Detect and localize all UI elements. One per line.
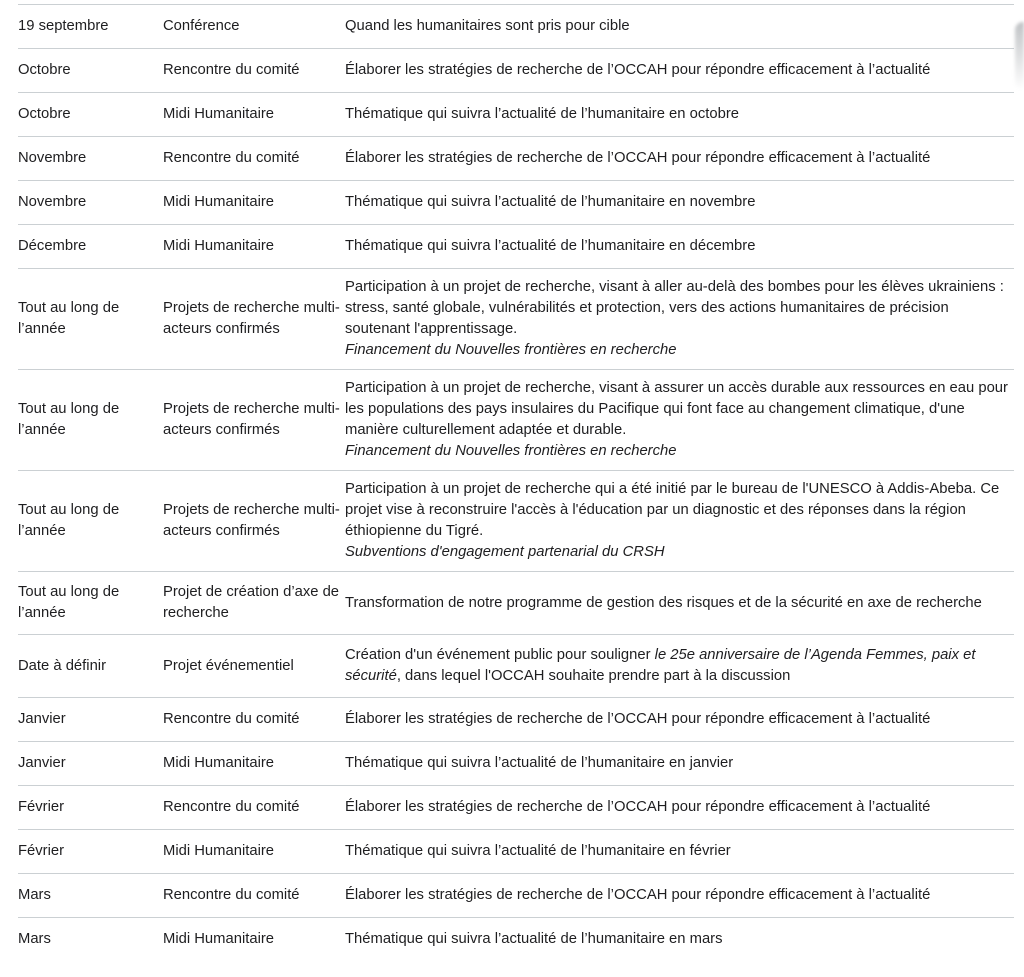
description-paragraph: Quand les humanitaires sont pris pour cible — [345, 18, 630, 34]
event-type-cell: Rencontre du comité — [163, 150, 300, 166]
table-row — [18, 830, 1014, 874]
table-row — [18, 137, 1014, 181]
description-paragraph: Élaborer les stratégies de recherche de l’OCCAH pour répondre efficacement à l’actualité — [345, 62, 931, 78]
date-cell: Mars — [18, 931, 51, 947]
event-type-cell: Projets de recherche multi-acteurs confirmés — [163, 300, 340, 337]
description-paragraph: Thématique qui suivra l’actualité de l’humanitaire en février — [345, 843, 731, 859]
date-cell: Tout au long de l’année — [18, 300, 120, 337]
date-cell: Tout au long de l’année — [18, 584, 120, 621]
event-type-cell: Rencontre du comité — [163, 887, 300, 903]
description-cell — [345, 786, 1014, 830]
date-cell: Décembre — [18, 238, 87, 254]
description-cell — [345, 471, 1014, 572]
description-paragraph: Financement du Nouvelles frontières en recherche — [345, 342, 677, 358]
date-cell: Date à définir — [18, 657, 107, 674]
description-paragraph: Participation à un projet de recherche, visant à assurer un accès durable aux ressources en eau pour les populations des pays insulaires du Pacifique qui font face au changement climatique, d'une manière culturellement adaptée et durable. — [345, 380, 1008, 438]
table-row — [18, 49, 1014, 93]
description-paragraph: Transformation de notre programme de gestion des risques et de la sécurité en axe de recherche — [345, 594, 982, 611]
description-cell — [345, 830, 1014, 874]
description-paragraph: Financement du Nouvelles frontières en recherche — [345, 443, 677, 459]
date-cell: Janvier — [18, 711, 66, 727]
table-row — [18, 918, 1014, 962]
event-type-cell: Rencontre du comité — [163, 711, 300, 727]
date-cell: Février — [18, 799, 65, 815]
description-paragraph: Création d'un événement public pour souligner le 25e anniversaire de l’Agenda Femmes, paix et sécurité, dans lequel l'OCCAH souhaite prendre part à la discussion — [345, 647, 976, 684]
scrollbar-thumb[interactable] — [1015, 22, 1024, 90]
event-type-cell: Midi Humanitaire — [163, 238, 275, 254]
event-type-cell: Projet de création d’axe de recherche — [163, 584, 340, 621]
table-row — [18, 225, 1014, 269]
description-cell — [345, 49, 1014, 93]
event-type-cell: Projet événementiel — [163, 657, 294, 674]
date-cell: Novembre — [18, 194, 87, 210]
description-paragraph: Élaborer les stratégies de recherche de l’OCCAH pour répondre efficacement à l’actualité — [345, 711, 931, 727]
table-row — [18, 786, 1014, 830]
event-type-cell: Midi Humanitaire — [163, 106, 275, 122]
date-cell: Tout au long de l’année — [18, 401, 120, 438]
description-cell — [345, 874, 1014, 918]
date-cell: 19 septembre — [18, 18, 109, 34]
description-cell — [345, 225, 1014, 269]
event-type-cell: Midi Humanitaire — [163, 931, 275, 947]
description-paragraph: Thématique qui suivra l’actualité de l’humanitaire en décembre — [345, 238, 756, 254]
description-cell — [345, 5, 1014, 49]
date-cell: Mars — [18, 887, 51, 903]
date-cell: Tout au long de l’année — [18, 502, 120, 539]
date-cell: Novembre — [18, 150, 87, 166]
date-cell: Octobre — [18, 62, 71, 78]
description-cell — [345, 93, 1014, 137]
table-row — [18, 471, 1014, 572]
description-cell — [345, 269, 1014, 370]
table-row — [18, 5, 1014, 49]
description-paragraph: Élaborer les stratégies de recherche de l’OCCAH pour répondre efficacement à l’actualité — [345, 887, 931, 903]
description-cell — [345, 572, 1014, 635]
date-cell: Octobre — [18, 106, 71, 122]
description-cell — [345, 181, 1014, 225]
event-type-cell: Projets de recherche multi-acteurs confirmés — [163, 401, 340, 438]
table-row — [18, 269, 1014, 370]
table-row — [18, 181, 1014, 225]
table-row — [18, 874, 1014, 918]
event-type-cell: Midi Humanitaire — [163, 843, 275, 859]
event-type-cell: Conférence — [163, 18, 240, 34]
event-type-cell: Midi Humanitaire — [163, 755, 275, 771]
table-row — [18, 635, 1014, 698]
event-type-cell: Projets de recherche multi-acteurs confirmés — [163, 502, 340, 539]
description-paragraph: Thématique qui suivra l’actualité de l’humanitaire en janvier — [345, 755, 734, 771]
table-row — [18, 572, 1014, 635]
description-cell — [345, 370, 1014, 471]
description-cell — [345, 698, 1014, 742]
description-cell — [345, 137, 1014, 181]
description-paragraph: Thématique qui suivra l’actualité de l’humanitaire en octobre — [345, 106, 739, 122]
table-row — [18, 370, 1014, 471]
events-schedule-body — [18, 5, 1014, 962]
description-paragraph: Thématique qui suivra l’actualité de l’humanitaire en mars — [345, 931, 723, 947]
description-paragraph: Participation à un projet de recherche, visant à aller au-delà des bombes pour les élèves ukrainiens : stress, santé globale, vulnérabilités et protection, vers des actions humanitaires de précision soutenant l'apprentissage. — [345, 279, 1004, 337]
description-paragraph: Thématique qui suivra l’actualité de l’humanitaire en novembre — [345, 194, 756, 210]
description-paragraph: Élaborer les stratégies de recherche de l’OCCAH pour répondre efficacement à l’actualité — [345, 150, 931, 166]
description-paragraph: Élaborer les stratégies de recherche de l’OCCAH pour répondre efficacement à l’actualité — [345, 799, 931, 815]
date-cell: Février — [18, 843, 65, 859]
table-row — [18, 698, 1014, 742]
event-type-cell: Rencontre du comité — [163, 799, 300, 815]
event-type-cell: Rencontre du comité — [163, 62, 300, 78]
description-paragraph: Participation à un projet de recherche qui a été initié par le bureau de l'UNESCO à Addis-Abeba. Ce projet vise à reconstruire l'accès à l'éducation par un diagnostic et des réponses dans la région éthiopienne du Tigré. — [345, 481, 1000, 539]
description-cell — [345, 635, 1014, 698]
description-paragraph: Subventions d'engagement partenarial du CRSH — [345, 544, 665, 560]
table-row — [18, 742, 1014, 786]
events-schedule-table — [18, 4, 1014, 961]
description-cell — [345, 742, 1014, 786]
date-cell: Janvier — [18, 755, 66, 771]
table-row — [18, 93, 1014, 137]
event-type-cell: Midi Humanitaire — [163, 194, 275, 210]
description-cell — [345, 918, 1014, 962]
